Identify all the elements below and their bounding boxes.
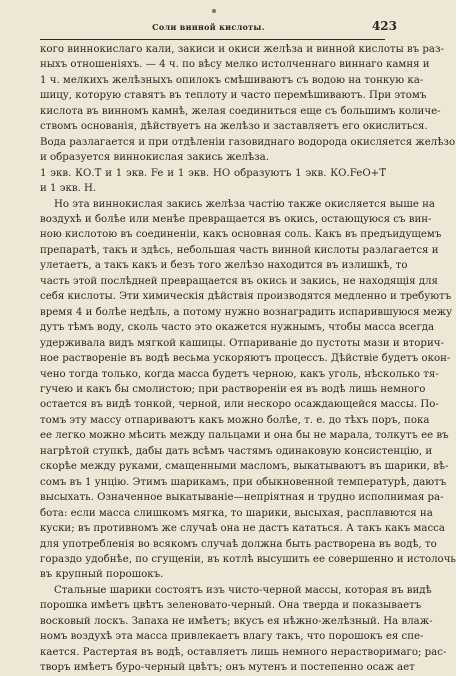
text-line: шицу, которую ставятъ въ теплоту и часто перемѣшиваютъ. При этомъ bbox=[40, 90, 427, 102]
text-line: скорѣе между руками, смащенными масломъ, выкатываютъ въ шарики, вѣ- bbox=[40, 461, 449, 473]
text-line: чено тогда только, когда масса будетъ черною, какъ уголь, нѣсколько тя- bbox=[40, 368, 439, 380]
text-line: дутъ тѣмъ воду, сколь часто это окажется нужнымъ, чтобы масса всегда bbox=[40, 322, 435, 334]
text-line: въ крупный порошокъ. bbox=[40, 569, 164, 581]
header-rule bbox=[40, 39, 385, 40]
text-line: ною кислотою въ соединеніи, какъ основная соль. Какъ въ предъидущемъ bbox=[40, 229, 442, 241]
text-line: время 4 и болѣе недѣль, а потому нужно вознаградить испарившуюся межу bbox=[40, 306, 453, 318]
text-line: сомъ въ 1 унцію. Этимъ шарикамъ, при обыкновенной температурѣ, даютъ bbox=[40, 476, 447, 488]
formula-line: 1 экв. КО.Т̄ и 1 экв. Fe и 1 экв. НО образуютъ 1 экв. КО.FeO+Т̄ bbox=[40, 167, 386, 179]
text-line: препаратѣ, такъ и здѣсь, небольшая часть винной кислоты разлагается и bbox=[40, 244, 439, 256]
page-number: 423 bbox=[371, 19, 397, 33]
body-text bbox=[40, 42, 456, 676]
text-line: ствомъ основанія, дѣйствуетъ на желѣзо и заставляетъ его окислиться. bbox=[40, 121, 428, 133]
text-line: кого виннокислаго кали, закиси и окиси желѣза и винной кислоты въ раз- bbox=[40, 44, 444, 55]
running-head: Соли винной кислоты. bbox=[152, 22, 265, 32]
printer-mark bbox=[212, 9, 216, 13]
text-line: улетаетъ, а такъ какъ и безъ того желѣзо находится въ излишкѣ, то bbox=[40, 260, 408, 272]
text-line: высыхать. Означенное выкатываніе—непріятная и трудно исполнимая ра- bbox=[40, 492, 444, 504]
text-line: восковый лоскъ. Запаха не имѣетъ; вкусъ ея нѣжно-желѣзный. На влаж- bbox=[40, 615, 433, 627]
text-line: ныхъ отношеніяхъ. — 4 ч. по вѣсу мелко истолченнаго виннаго камня и bbox=[40, 59, 430, 71]
text-line: 1 ч. мелкихъ желѣзныхъ опилокъ смѣшиваютъ съ водою на тонкую ка- bbox=[40, 74, 424, 86]
text-line: номъ воздухѣ эта масса привлекаетъ влагу такъ, что порошокъ ея спе- bbox=[40, 631, 424, 643]
text-line: кислота въ винномъ камнѣ, желая соединиться еще съ большимъ количе- bbox=[40, 105, 441, 117]
text-line: Стальные шарики состоятъ изъ чисто-черной массы, которая въ видѣ bbox=[54, 584, 432, 596]
text-line: гучею и какъ бы смолистою; при раствореніи ея въ водѣ лишь немного bbox=[40, 383, 426, 395]
text-line: бота: если масса слишкомъ мягка, то шарики, высыхая, расплавются на bbox=[40, 507, 433, 519]
text-line: ное раствореніе въ водѣ весьма ускоряютъ процессъ. Дѣйствіе будетъ окон- bbox=[40, 353, 451, 365]
text-line: воздухѣ и болѣе или менѣе превращается въ окись, остающуюся съ вин- bbox=[40, 213, 432, 225]
text-line: остается въ видѣ тонкой, черной, или нескоро осаждающейся массы. По- bbox=[40, 399, 439, 411]
text-line: удерживала видъ мягкой кашицы. Отпариваніе до пустоты мази и вторич- bbox=[40, 337, 444, 349]
text-line: порошка имѣетъ цвѣтъ зеленовато-черный. Она тверда и показываетъ bbox=[40, 600, 422, 612]
text-line: томъ эту массу отпариваютъ какъ можно болѣе, т. е. до тѣхъ поръ, пока bbox=[40, 414, 430, 426]
formula-line: и 1 экв. Н. bbox=[40, 183, 97, 195]
text-line: гораздо удобнѣе, по сгущеніи, въ котлѣ высушить ее совершенно и истолочь bbox=[40, 553, 456, 565]
text-line: нагрѣтой ступкѣ, дабы дать всѣмъ частямъ одинаковую консистенцію, и bbox=[40, 445, 433, 457]
text-line: себя кислоты. Эти химическія дѣйствія производятся медленно и требуютъ bbox=[40, 291, 452, 303]
text-line: для употребленія во всякомъ случаѣ должна быть растворена въ водѣ, то bbox=[40, 538, 437, 550]
text-line: часть этой послѣдней превращается въ окись и закись, не находящія для bbox=[40, 275, 438, 287]
text-line: куски; въ противномъ же случаѣ она не дастъ кататься. А такъ какъ масса bbox=[40, 523, 445, 535]
text-line: Но эта виннокислая закись желѣза частію также окисляется выше на bbox=[54, 198, 435, 210]
text-line: ее легко можно мѣсить между пальцами и она бы не марала, толкутъ ее въ bbox=[40, 430, 449, 442]
text-line: кается. Растертая въ водѣ, оставляетъ лишь немного нерастворимаго; рас- bbox=[40, 646, 447, 658]
text-line: и образуется виннокислая закись желѣза. bbox=[40, 152, 269, 164]
text-line: творъ имѣетъ буро-черный цвѣтъ; онъ мутенъ и постепенно осаж ает bbox=[40, 662, 415, 674]
text-line: Вода разлагается и при отдѣленіи газовиднаго водорода окисляется желѣзо bbox=[40, 136, 456, 148]
